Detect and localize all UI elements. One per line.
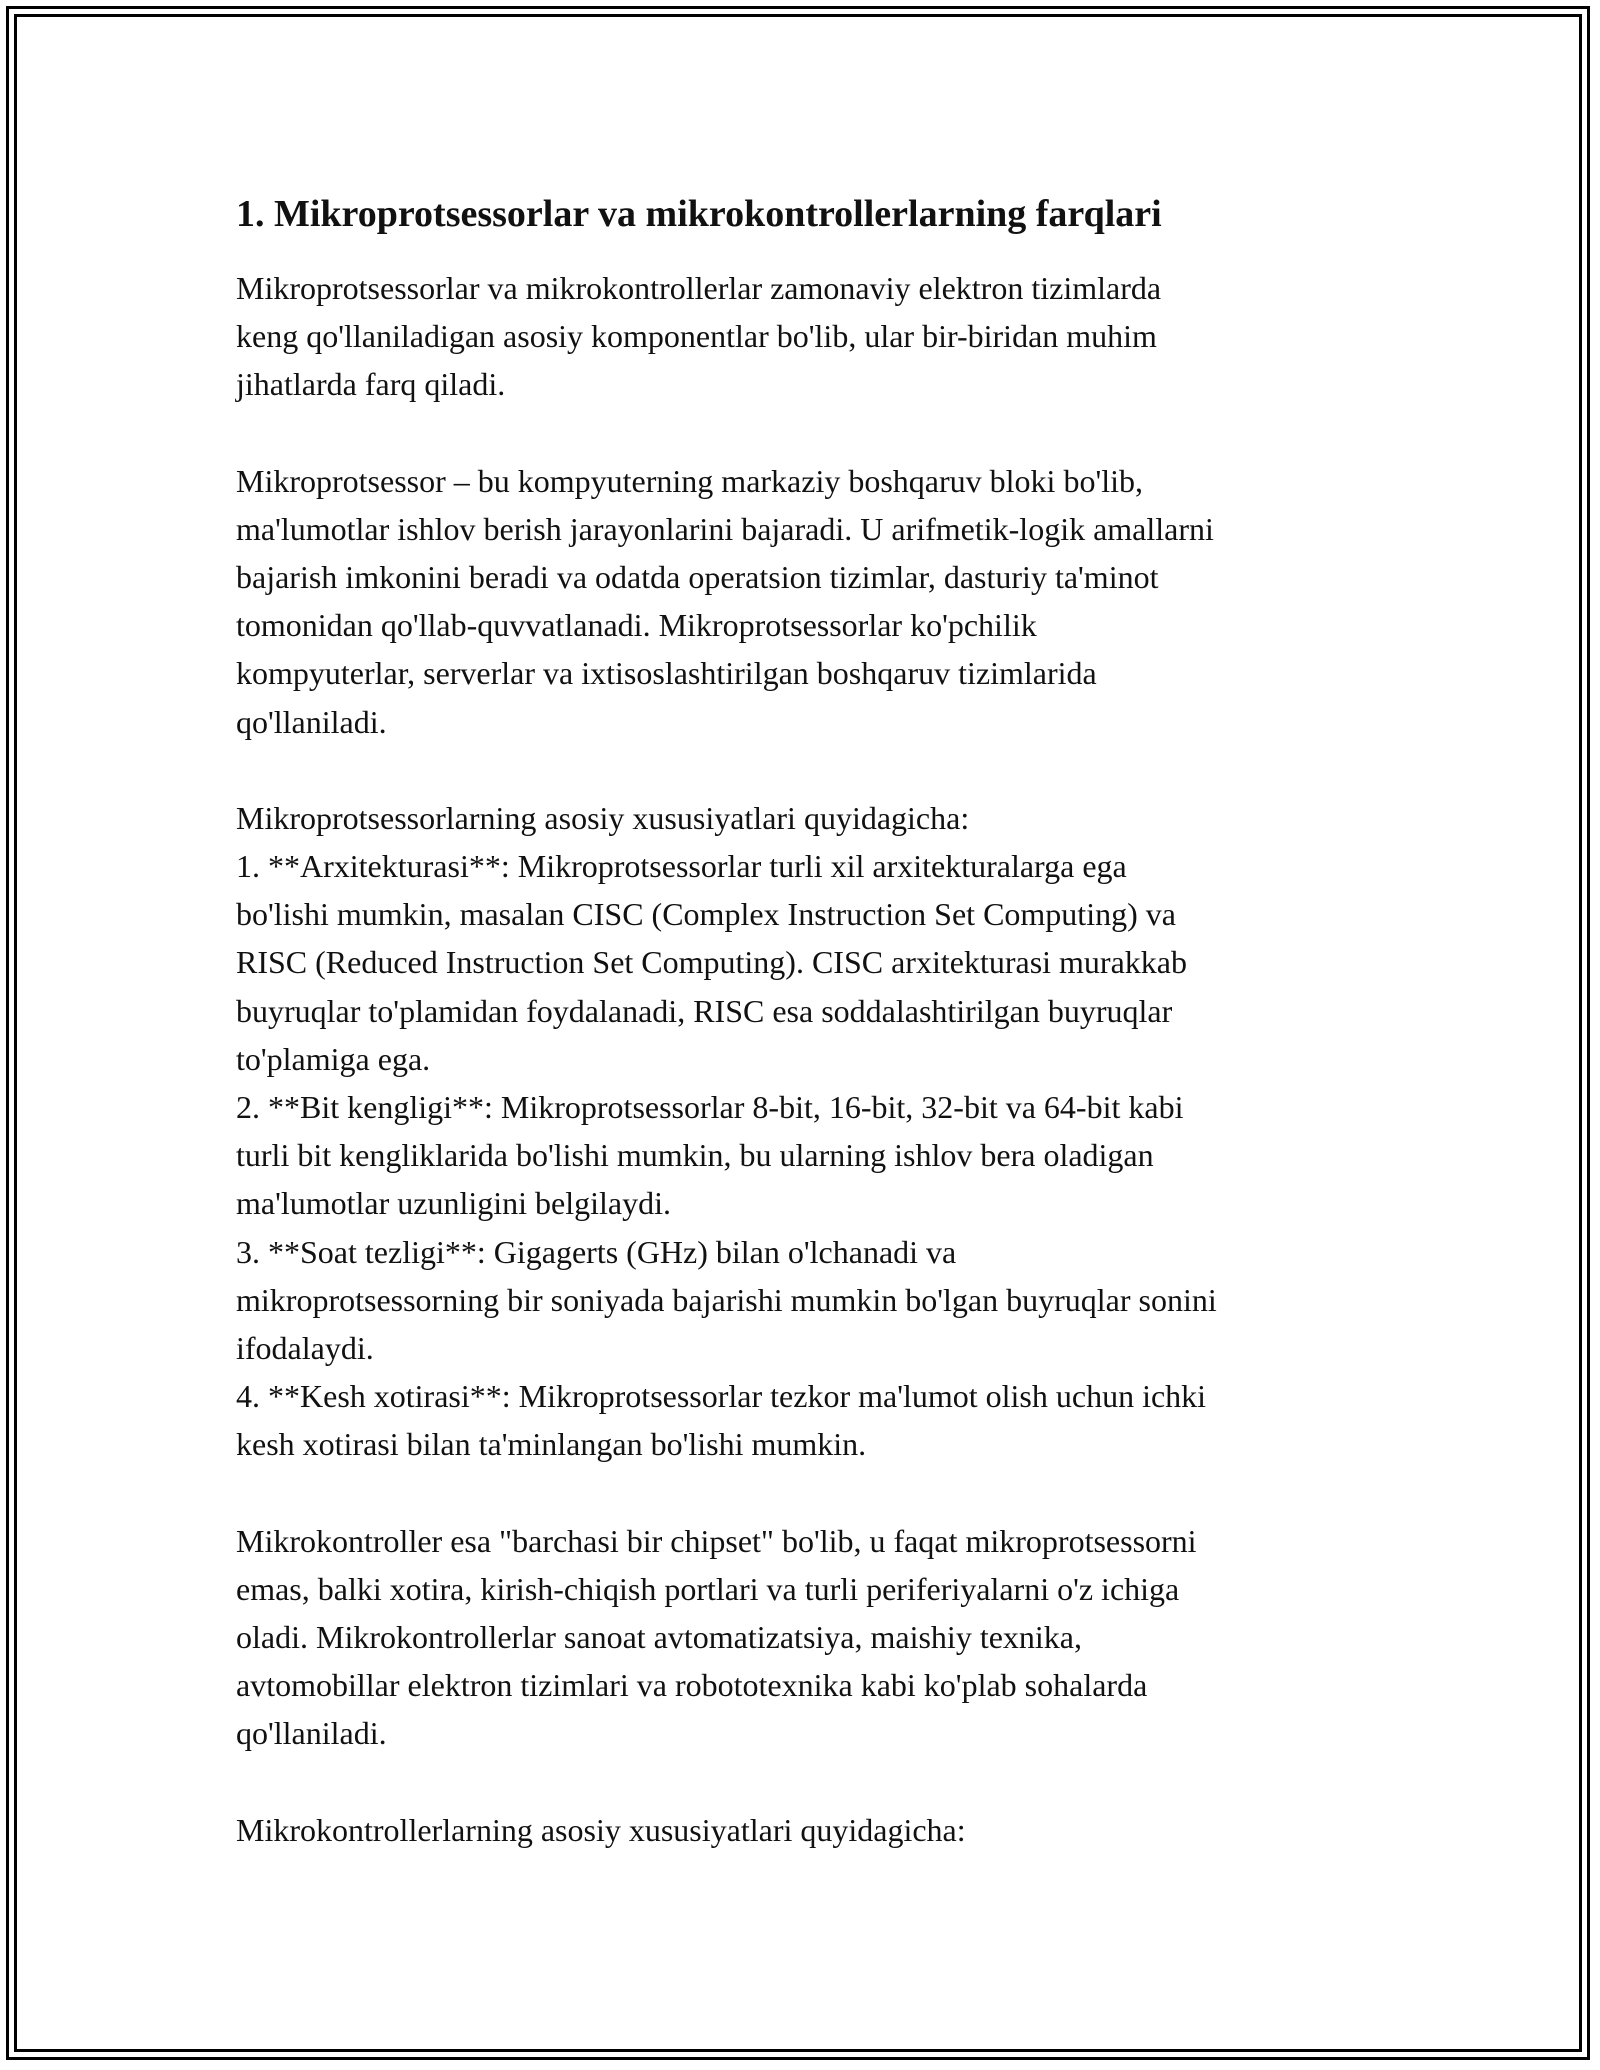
microcontroller-paragraph: Mikrokontroller esa "barchasi bir chipset" bo'lib, u faqat mikroprotsessorni emas, balki xotira, kirish-chiqish portlari va turli periferiyalarni o'z ichiga oladi. Mikrokontrollerlar sanoat avtomatizatsiya, maishiy texnika, avtomobillar elektron tizimlari va robototexnika kabi ko'plab sohalarda qo'llaniladi. [236,1522,1197,1752]
intro-paragraph: Mikroprotsessorlar va mikrokontrollerlar zamonaviy elektron tizimlarda keng qo'llaniladigan asosiy komponentlar bo'lib, ular bir-biridan muhim jihatlarda farq qiladi. [236,270,1162,403]
section-heading: 1. Mikroprotsessorlar va mikrokontrollerlarning farqlari [236,193,1162,235]
features-list [236,794,1366,1469]
document-body [236,186,1366,1902]
microprocessor-paragraph: Mikroprotsessor – bu kompyuterning markaziy boshqaruv bloki bo'lib, ma'lumotlar ishlov berish jarayonlarini bajaradi. U arifmetik-logik amallarni bajarish imkonini beradi va odatda operatsion tizimlar, dasturiy ta'minot tomonidan qo'llab-quvvatlanadi. Mikroprotsessorlar ko'pchilik kompyuterlar, serverlar va ixtisoslashtirilgan boshqaruv tizimlarida qo'llaniladi. [236,462,1214,740]
list-item: 3. **Soat tezligi**: Gigagerts (GHz) bilan o'lchanadi va mikroprotsessorning bir soniyada bajarishi mumkin bo'lgan buyruqlar sonini ifodalaydi. [236,1233,1217,1367]
list-item: 2. **Bit kengligi**: Mikroprotsessorlar 8-bit, 16-bit, 32-bit va 64-bit kabi turli bit kengliklarida bo'lishi mumkin, bu ularning ishlov bera oladigan ma'lumotlar uzunligini belgilaydi. [236,1089,1184,1222]
list-intro: Mikroprotsessorlarning asosiy xususiyatlari quyidagicha: [236,799,970,836]
list-item: 4. **Kesh xotirasi**: Mikroprotsessorlar tezkor ma'lumot olish uchun ichki kesh xotirasi bilan ta'minlangan bo'lishi mumkin. [236,1378,1207,1463]
closing-line: Mikrokontrollerlarning asosiy xususiyatlari quyidagicha: [236,1811,966,1848]
list-item: 1. **Arxitekturasi**: Mikroprotsessorlar turli xil arxitekturalarga ega bo'lishi mumkin, masalan CISC (Complex Instruction Set Computing) va RISC (Reduced Instruction Set Computing). CISC arxitekturasi murakkab buyruqlar to'plamidan foydalanadi, RISC esa soddalashtirilgan buyruqlar to'plamiga ega. [236,848,1187,1077]
